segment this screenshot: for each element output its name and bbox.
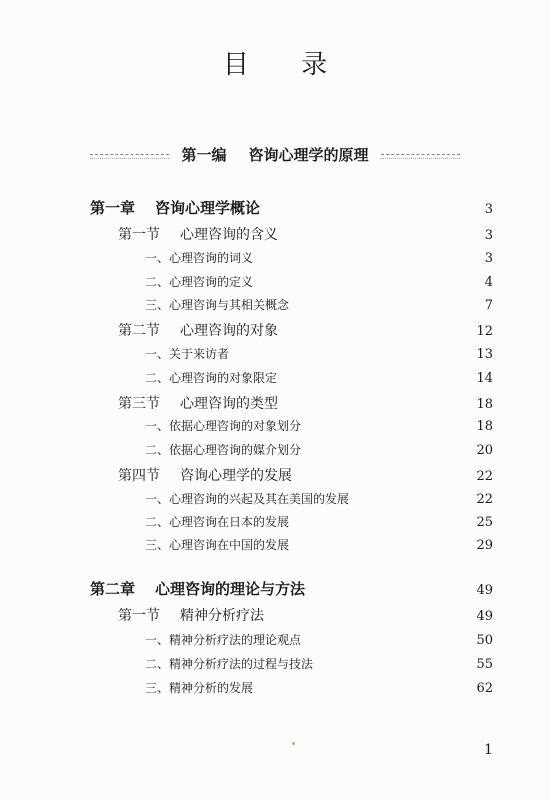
item-entry [145,631,493,648]
page-number: 1 [484,742,493,758]
page-ref: 22 [476,492,493,507]
item-title [145,296,473,313]
section-number: 第一节 [118,608,160,624]
section-title-text: 心理咨询的含义 [180,227,278,243]
decorative-dot [292,742,295,745]
item-title [145,655,473,672]
item-entry [145,513,493,530]
chapter-title-text: 心理咨询的理论与方法 [155,580,306,598]
item-title [145,631,473,648]
item-title-text: 二、心理咨询在日本的发展 [145,515,290,529]
page-ref: 25 [476,515,493,530]
item-title-text: 二、依据心理咨询的媒介划分 [145,443,302,457]
item-title-text: 一、心理咨询的兴起及其在美国的发展 [145,492,350,506]
chapter-number: 第二章 [90,580,136,598]
item-title [145,345,473,362]
section-entry [118,605,493,625]
chapter-entry [90,578,493,599]
part-heading [169,144,380,165]
page-ref: 55 [476,657,493,672]
section-number: 第二节 [118,323,160,339]
item-entry [145,655,493,672]
section-number: 第一节 [118,227,160,243]
item-entry [145,417,493,434]
item-title [145,441,473,458]
chapter-title [90,578,473,599]
chapter-title [90,197,473,218]
page-ref: 22 [476,469,493,484]
section-title [118,224,473,244]
item-title-text: 三、精神分析的发展 [145,681,254,695]
item-entry [145,273,493,290]
section-number: 第三节 [118,396,160,412]
item-title [145,249,473,266]
item-title [145,513,473,530]
page-ref: 49 [476,609,493,624]
part-name: 咨询心理学的原理 [248,145,369,164]
page-ref: 18 [476,419,493,434]
section-entry [118,465,493,485]
section-title [118,393,473,413]
page-ref: 50 [476,633,493,648]
item-title-text: 三、心理咨询在中国的发展 [145,538,290,552]
item-title [145,490,473,507]
section-title [118,320,473,340]
item-title-text: 三、心理咨询与其相关概念 [145,298,290,312]
item-entry [145,679,493,696]
section-title-text: 心理咨询的类型 [180,396,278,412]
page-ref: 14 [476,371,493,386]
chapter-title-text: 咨询心理学概论 [155,199,261,217]
page-ref: 3 [484,228,493,243]
item-title [145,273,473,290]
page-ref: 29 [476,538,493,553]
item-entry [145,249,493,266]
item-entry [145,296,493,313]
chapter-entry [90,197,493,218]
page-ref: 62 [476,681,493,696]
section-entry [118,224,493,244]
section-title [118,465,473,485]
part-banner [90,143,460,165]
item-entry [145,490,493,507]
item-title [145,369,473,386]
section-title [118,605,473,625]
item-title-text: 一、心理咨询的词义 [145,251,254,265]
item-entry [145,536,493,553]
page-ref: 18 [476,397,493,412]
item-title-text: 一、依据心理咨询的对象划分 [145,419,302,433]
page-ref: 4 [484,275,493,290]
item-title-text: 二、心理咨询的定义 [145,275,254,289]
item-title-text: 二、精神分析疗法的过程与技法 [145,657,314,671]
page-ref: 7 [484,298,493,313]
part-label: 第一编 [181,145,227,164]
page-ref: 13 [476,347,493,362]
item-title-text: 二、心理咨询的对象限定 [145,371,278,385]
page-title: 目 录 [222,50,350,80]
item-title [145,679,473,696]
page-ref: 3 [484,202,493,217]
section-number: 第四节 [118,468,160,484]
page-ref: 49 [476,583,493,598]
section-entry [118,393,493,413]
section-title-text: 心理咨询的对象 [180,323,278,339]
page-ref: 3 [484,251,493,266]
banner-rule-left [90,154,169,155]
section-title-text: 精神分析疗法 [180,608,264,624]
item-title [145,536,473,553]
item-entry [145,441,493,458]
page-ref: 20 [476,443,493,458]
item-entry [145,369,493,386]
item-entry [145,345,493,362]
section-entry [118,320,493,340]
item-title [145,417,473,434]
chapter-number: 第一章 [90,199,136,217]
section-title-text: 咨询心理学的发展 [180,468,292,484]
page-ref: 12 [476,324,493,339]
banner-rule-right [381,154,460,155]
item-title-text: 一、关于来访者 [145,347,230,361]
item-title-text: 一、精神分析疗法的理论观点 [145,633,302,647]
